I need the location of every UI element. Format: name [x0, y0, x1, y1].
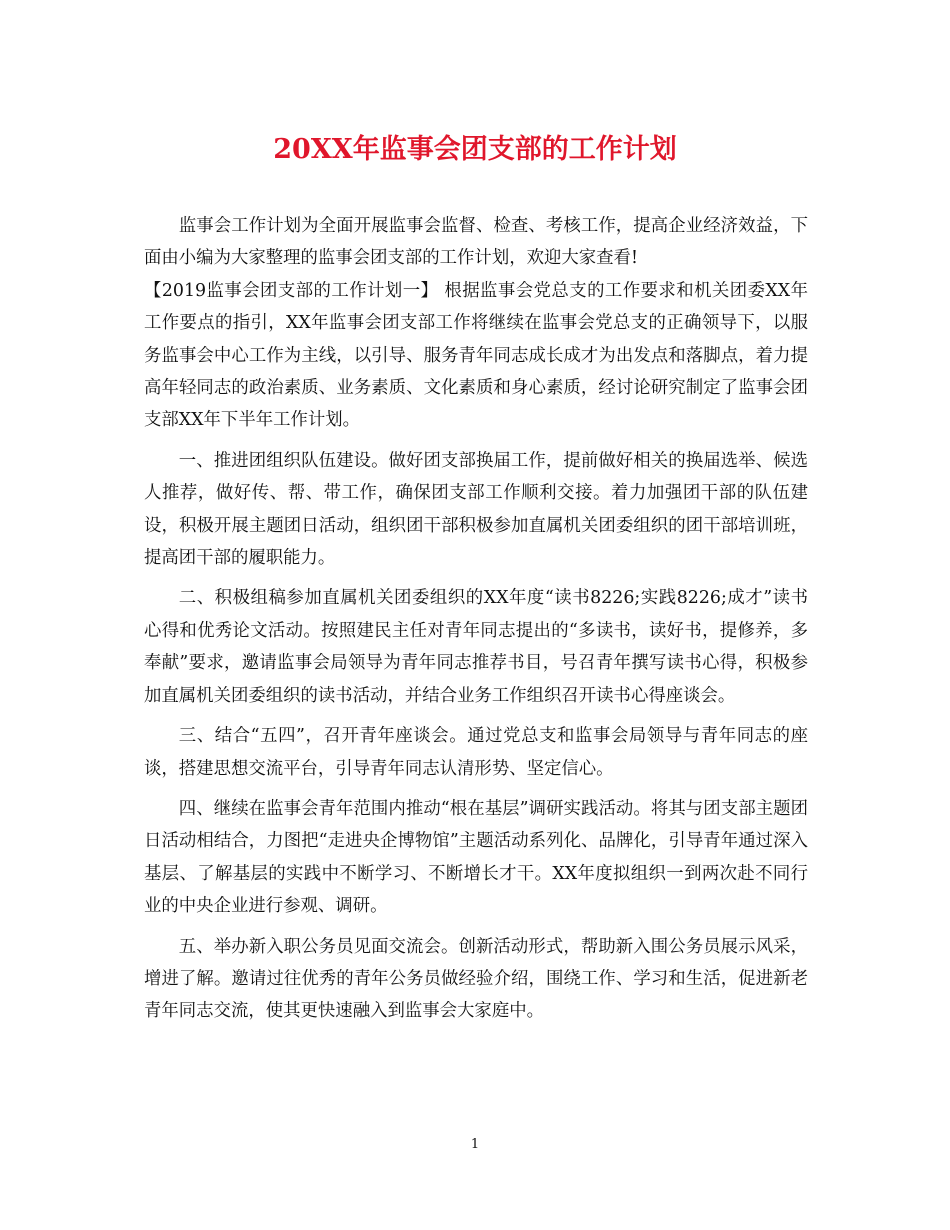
- section-paragraph: [144, 275, 808, 437]
- document-body: [144, 210, 808, 1028]
- intro-paragraph: 监事会工作计划为全面开展监事会监督、检查、考核工作，提高企业经济效益，下面由小编为大家整理的监事会团支部的工作计划，欢迎大家查看!: [144, 216, 808, 269]
- plan-paragraph-1: 一、推进团组织队伍建设。做好团支部换届工作，提前做好相关的换届选举、候选人推荐，做好传、帮、带工作，确保团支部工作顺利交接。着力加强团干部的队伍建设，积极开展主题团日活动，组织团干部积极参加直属机关团委组织的团干部培训班，提高团干部的履职能力。: [144, 450, 808, 569]
- page-number: 1: [470, 1137, 480, 1152]
- section-heading: 【2019监事会团支部的工作计划一】: [144, 280, 439, 301]
- plan-paragraph-4: 四、继续在监事会青年范围内推动“根在基层”调研实践活动。将其与团支部主题团日活动相结合，力图把“走进央企博物馆”主题活动系列化、品牌化，引导青年通过深入基层、了解基层的实践中不断学习、不断增长才干。XX年度拟组织一到两次赴不同行业的中央企业进行参观、调研。: [144, 798, 808, 917]
- plan-paragraph-5: 五、举办新入职公务员见面交流会。创新活动形式，帮助新入围公务员展示风采，增进了解。邀请过往优秀的青年公务员做经验介绍，围绕工作、学习和生活，促进新老青年同志交流，使其更快速融入到监事会大家庭中。: [144, 936, 808, 1022]
- plan-paragraph-2: 二、积极组稿参加直属机关团委组织的XX年度“读书8226;实践8226;成才”读书心得和优秀论文活动。按照建民主任对青年同志提出的“多读书，读好书，提修养，多奉献”要求，邀请监事会局领导为青年同志推荐书目，号召青年撰写读书心得，积极参加直属机关团委组织的读书活动，并结合业务工作组织召开读书心得座谈会。: [144, 588, 808, 706]
- plan-paragraph-3: 三、结合“五四”，召开青年座谈会。通过党总支和监事会局领导与青年同志的座谈，搭建思想交流平台，引导青年同志认清形势、坚定信心。: [144, 726, 808, 779]
- section-intro: 根据监事会党总支的工作要求和机关团委XX年工作要点的指引，XX年监事会团支部工作将继续在监事会党总支的正确领导下，以服务监事会中心工作为主线，以引导、服务青年同志成长成才为出发点和落脚点，着力提高年轻同志的政治素质、业务素质、文化素质和身心素质，经讨论研究制定了监事会团支部XX年下半年工作计划。: [144, 280, 809, 431]
- document-title: 20XX年监事会团支部的工作计划: [273, 134, 677, 165]
